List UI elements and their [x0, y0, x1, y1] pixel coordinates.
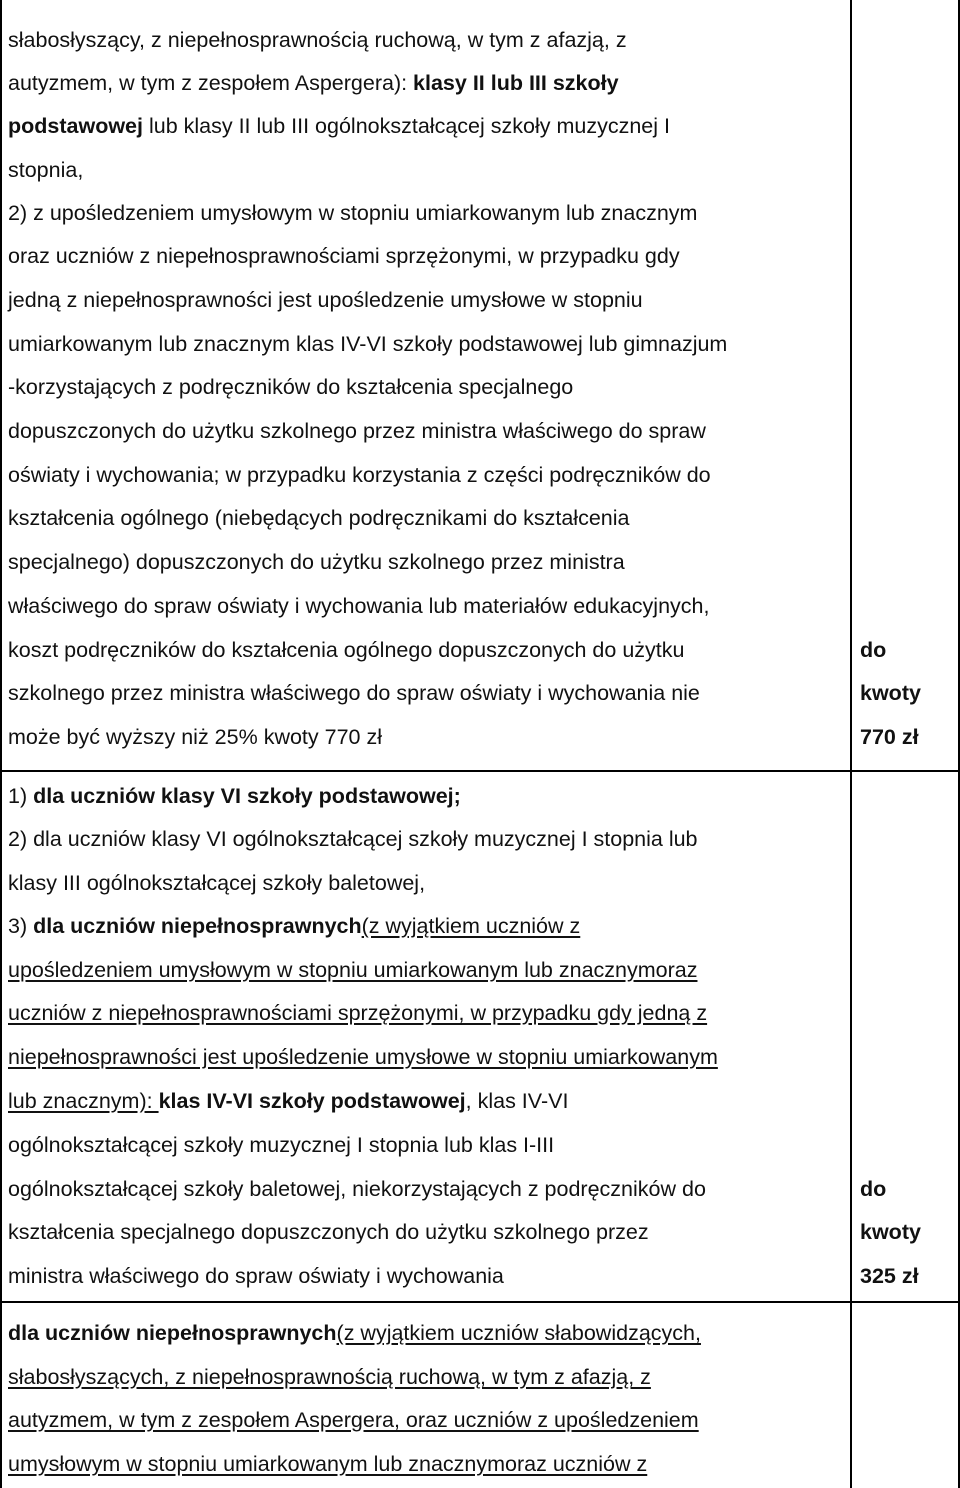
text-run: umiarkowanym lub znacznym klas IV-VI szkoły podstawowej lub gimnazjum	[8, 332, 728, 356]
amount-line: kwoty	[860, 1220, 921, 1244]
text-run: dla uczniów niepełnosprawnych	[8, 1321, 337, 1345]
text-run: kształcenia ogólnego (niebędących podręcznikami do kształcenia	[8, 506, 630, 530]
text-run: 1)	[8, 784, 34, 808]
text-run: upośledzeniem umysłowym w stopniu umiarkowanym lub znacznymoraz	[8, 958, 698, 982]
text-run: 2) z upośledzeniem umysłowym w stopniu umiarkowanym lub znacznym	[8, 201, 698, 225]
text-run: oświaty i wychowania; w przypadku korzystania z części podręczników do	[8, 463, 711, 487]
text-run: dla uczniów niepełnosprawnych	[33, 914, 362, 938]
text-run: kształcenia specjalnego dopuszczonych do użytku szkolnego przez	[8, 1220, 649, 1244]
text-run: może być wyższy niż 25% kwoty 770 zł	[8, 725, 382, 749]
text-line	[8, 1405, 699, 1435]
text-run: dopuszczonych do użytku szkolnego przez ministra właściwego do spraw	[8, 419, 706, 443]
amount-line: do	[860, 1177, 887, 1201]
text-run: ogólnokształcącej szkoły baletowej, niekorzystających z podręczników do	[8, 1177, 706, 1201]
text-run: oraz uczniów z niepełnosprawnościami sprzężonymi, w przypadku gdy	[8, 244, 680, 268]
text-run: ogólnokształcącej szkoły muzycznej I stopnia lub klas I-III	[8, 1133, 555, 1157]
amount-cell	[850, 0, 958, 1301]
text-run: autyzmem, w tym z zespołem Aspergera):	[8, 71, 414, 95]
text-run: autyzmem, w tym z zespołem Aspergera, oraz uczniów z upośledzeniem	[8, 1408, 699, 1432]
amount-line: kwoty	[860, 681, 921, 705]
text-run: słabosłyszących, z niepełnosprawnością ruchową, w tym z afazją, z	[8, 1365, 651, 1389]
text-run: klasy III ogólnokształcącej szkoły baletowej,	[8, 871, 426, 895]
text-run: (z wyjątkiem uczniów z	[361, 914, 581, 938]
amount-line: do	[860, 638, 887, 662]
text-run: niepełnosprawności jest upośledzenie umysłowe w stopniu umiarkowanym	[8, 1045, 718, 1069]
text-run: klas IV-VI szkoły podstawowej	[158, 1089, 466, 1113]
text-run: 3)	[8, 914, 34, 938]
text-line	[8, 1318, 701, 1348]
amount-line: 770 zł	[860, 725, 919, 749]
text-run: umysłowym w stopniu umiarkowanym lub znacznymoraz uczniów z	[8, 1452, 648, 1476]
text-run: ministra właściwego do spraw oświaty i wychowania	[8, 1264, 504, 1288]
text-run: -korzystających z podręczników do kształcenia specjalnego	[8, 375, 574, 399]
text-run: , klas IV-VI	[465, 1089, 569, 1113]
text-line	[8, 1449, 647, 1479]
text-run: właściwego do spraw oświaty i wychowania lub materiałów edukacyjnych,	[8, 594, 710, 618]
text-run: specjalnego) dopuszczonych do użytku szkolnego przez ministra	[8, 550, 625, 574]
text-run: 2) dla uczniów klasy VI ogólnokształcącej szkoły muzycznej I stopnia lub	[8, 827, 698, 851]
text-run: stopnia,	[8, 158, 84, 182]
text-run: słabosłyszący, z niepełnosprawnością ruchową, w tym z afazją, z	[8, 28, 627, 52]
text-run: podstawowej	[8, 114, 143, 138]
text-run: lub klasy II lub III ogólnokształcącej szkoły muzycznej I	[142, 114, 670, 138]
text-run: dla uczniów klasy VI szkoły podstawowej;	[33, 784, 461, 808]
text-run: jedną z niepełnosprawności jest upośledzenie umysłowe w stopniu	[8, 288, 643, 312]
text-run: koszt podręczników do kształcenia ogólnego dopuszczonych do użytku	[8, 638, 685, 662]
text-run: lub znacznym):	[8, 1089, 159, 1113]
text-run: uczniów z niepełnosprawnościami sprzężonymi, w przypadku gdy jedną z	[8, 1001, 708, 1025]
amount-line: 325 zł	[860, 1264, 919, 1288]
text-line	[8, 1362, 651, 1392]
text-run: klasy II lub III szkoły	[413, 71, 619, 95]
text-run: szkolnego przez ministra właściwego do spraw oświaty i wychowania nie	[8, 681, 700, 705]
text-run: (z wyjątkiem uczniów słabowidzących,	[336, 1321, 701, 1345]
